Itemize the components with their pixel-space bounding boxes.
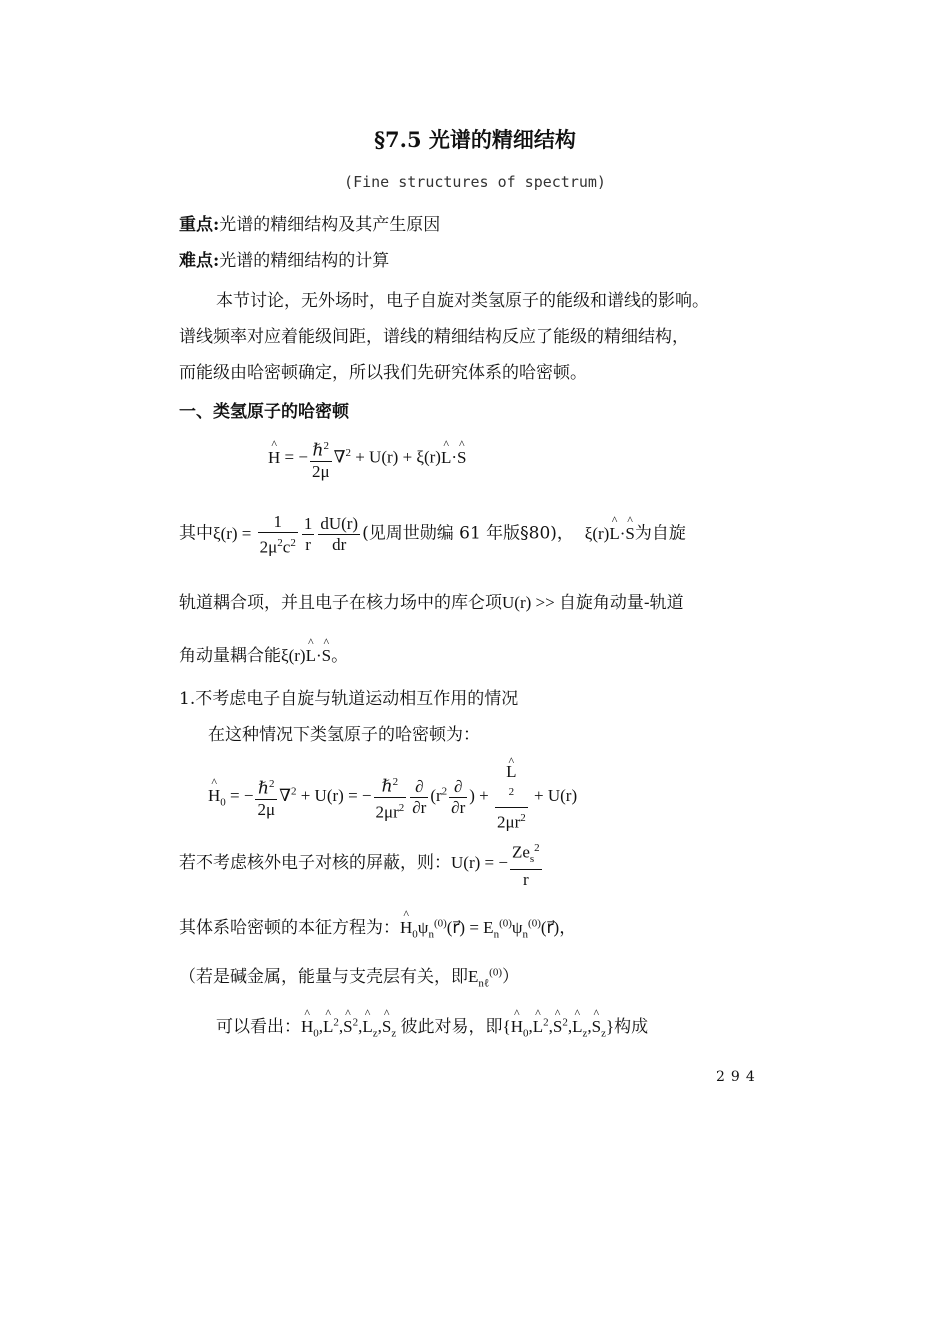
commute-text-b: 彼此对易，即	[400, 1017, 503, 1037]
coulomb-compare: U(r) >>	[502, 593, 559, 612]
h0-equation: ^ $H_0$ = − $\frac{\hbar^2}{2\mu}$ ∇$^2$ + U(r) = − $\frac{\hbar^2}{2\mu r^2}$ $\frac{\partial}{\partial r}$ ($r^2$ $\frac{\partial}{\partial r}$ ) + ^ L $^2$ $2\mu r^2$ + U(r)	[208, 762, 577, 832]
xi-prefix: 其中	[179, 523, 213, 544]
difficulty-line	[179, 246, 389, 271]
alkali-line	[179, 962, 519, 989]
section-subtitle: (Fine structures of spectrum)	[344, 173, 606, 191]
coupling-energy-line	[179, 641, 348, 666]
subsection1-heading: 1.不考虑电子自旋与轨道运动相互作用的情况	[179, 689, 519, 709]
intro-line-1: 本节讨论，无外场时，电子自旋对类氢原子的能级和谱线的影响。	[216, 291, 709, 311]
xi-suffix: 为自旋	[634, 523, 686, 544]
operator-set: {^ $H_0,\^{}$ $L^2,\^{}$ $S^2,\^{}$ $L_z,\^{}$ $S_z$}	[503, 1017, 615, 1036]
commute-line	[216, 1012, 648, 1039]
eigen-text: 其体系哈密顿的本征方程为：	[179, 918, 400, 938]
commute-text-a: 可以看出：	[216, 1017, 301, 1037]
section1-heading: 一、类氢原子的哈密顿	[179, 402, 349, 422]
page-number: 294	[716, 1069, 761, 1085]
coupling-energy-text-b: 。	[331, 646, 349, 666]
subsection1-intro: 在这种情况下类氢原子的哈密顿为：	[208, 725, 480, 745]
alkali-text: （若是碱金属，能量与支壳层有关，即	[179, 967, 468, 987]
xi-formula: ξ(r) = $\frac{1}{2\mu^2c^2}$ $\frac{1}{r}$ $\frac{dU(r)}{dr}$	[213, 512, 359, 557]
key-point-text: 光谱的精细结构及其产生原因	[219, 215, 441, 235]
hamiltonian-equation: ^ H = − $\frac{\hbar^2}{2\mu}$ ∇$^2$ + U(r) + ξ(r)^ L·^ S	[268, 436, 467, 482]
intro-line-3: 而能级由哈密顿确定，所以我们先研究体系的哈密顿。	[179, 363, 587, 383]
spin-orbit-term: ξ(r)^ L·^ S	[585, 524, 635, 543]
coupling-energy-text-a: 角动量耦合能	[179, 646, 281, 666]
eigen-equation: ^ $H_0\psi_n^{(0)}(r⃗)$ = $E_n^{(0)}\psi_n^{(0)}(r⃗)$	[400, 918, 559, 937]
coupling-line	[179, 588, 684, 613]
screening-line	[179, 838, 544, 890]
coulomb-potential: U(r) = − $\frac{Ze_s^2}{r}$	[451, 853, 544, 872]
commuting-operators: ^ $H_0,\^{}$ $L^2,\^{}$ $S^2,\^{}$ $L_z,\^{}$ $S_z$	[301, 1017, 401, 1036]
commute-text-c: 构成	[614, 1017, 649, 1037]
alkali-energy: $E_{n\ell}^{(0)}$	[468, 966, 502, 990]
eigen-equation-line	[179, 913, 576, 940]
section-title: §7.5 光谱的精细结构	[374, 127, 576, 152]
screening-text: 若不考虑核外电子对核的屏蔽，则：	[179, 852, 451, 873]
difficulty-text: 光谱的精细结构的计算	[219, 251, 390, 271]
intro-line-2: 谱线频率对应着能级间距，谱线的精细结构反应了能级的精细结构，	[179, 327, 689, 347]
xi-definition-line	[179, 512, 686, 558]
coupling-text-b: 自旋角动量-轨道	[558, 593, 684, 613]
coupling-text-a: 轨道耦合项，并且电子在核力场中的库仑项	[179, 593, 502, 613]
key-point-label: 重点:	[179, 215, 220, 235]
key-point-line	[179, 210, 440, 235]
alkali-tail: ）	[502, 967, 519, 987]
xi-reference: (见周世勋编 61 年版§80)，	[362, 523, 574, 544]
difficulty-label: 难点:	[179, 251, 220, 271]
eigen-tail: ，	[559, 918, 577, 938]
coupling-energy-formula: ξ(r)^ L·^ S	[281, 646, 331, 665]
